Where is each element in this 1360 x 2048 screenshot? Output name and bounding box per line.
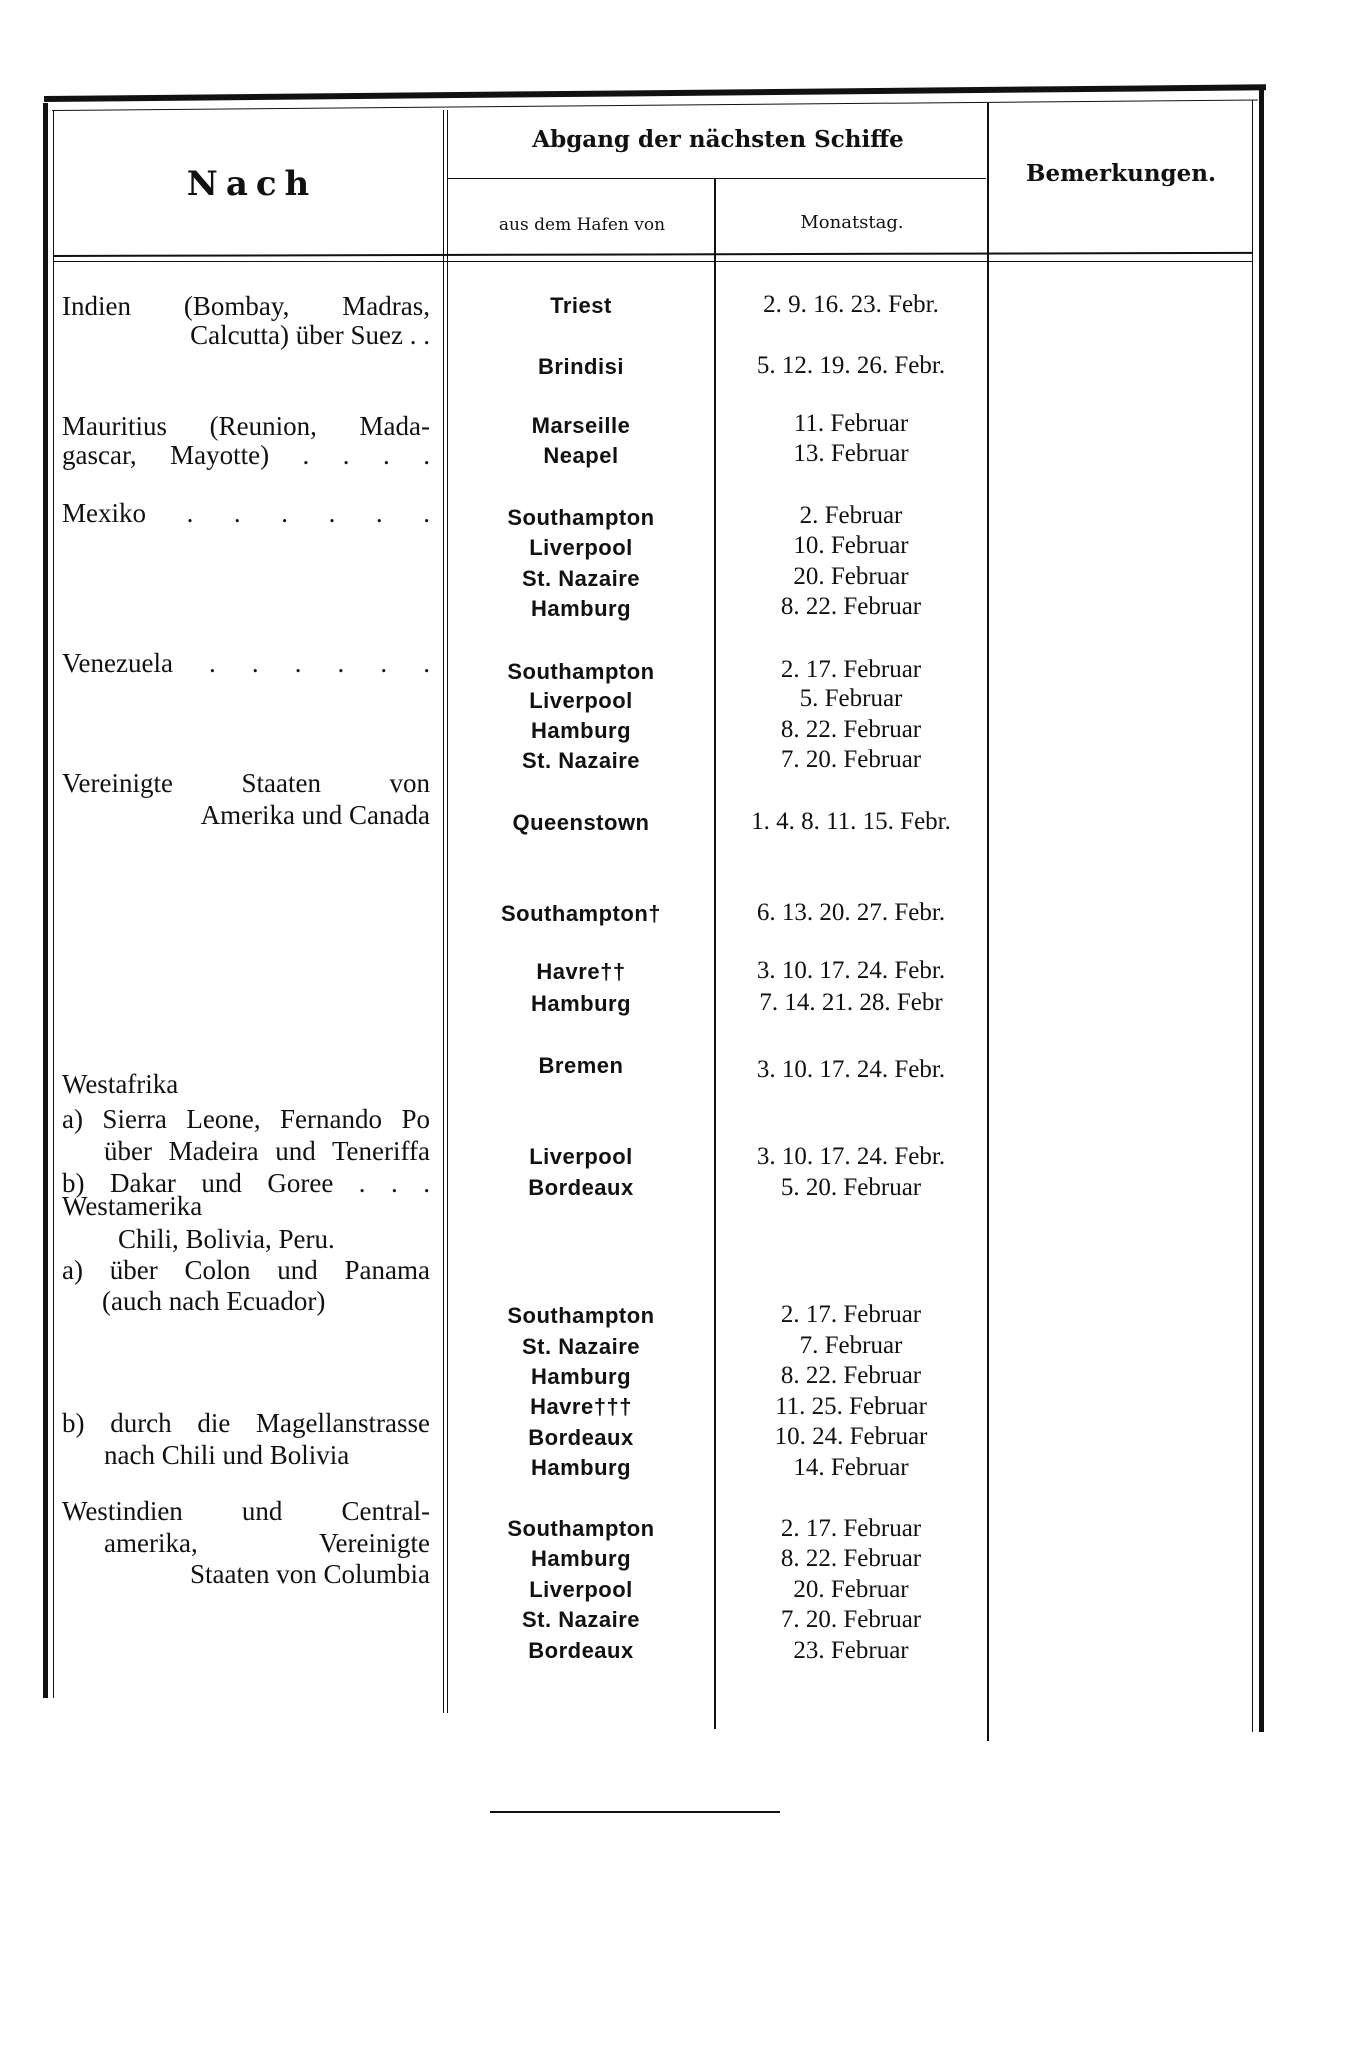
departure-days: 2. 17. Februar: [780, 656, 922, 683]
departure-days: 7. 20. Februar: [780, 1606, 922, 1633]
column-divider-destination-2: [447, 110, 448, 1713]
departure-days: 2. 17. Februar: [780, 1301, 922, 1328]
port-name: Liverpool: [529, 688, 633, 713]
departure-days: 3. 10. 17. 24. Febr.: [756, 1143, 946, 1170]
header-port-column: aus dem Hafen von: [498, 215, 666, 235]
port-name: Liverpool: [529, 535, 633, 560]
left-outer-border: [43, 103, 48, 1698]
departure-days: 13. Februar: [793, 440, 909, 467]
port-name: Hamburg: [530, 1455, 632, 1480]
port-name: St. Nazaire: [522, 1607, 640, 1632]
port-name: Southampton: [507, 1516, 655, 1541]
destination-line: Westafrika: [62, 1069, 179, 1099]
destination-line: Westamerika: [62, 1191, 203, 1221]
destination-line: Vereinigte Staaten von: [62, 768, 430, 798]
departure-days: 1. 4. 8. 11. 15. Febr.: [751, 808, 951, 835]
destination-line: nach Chili und Bolivia: [104, 1440, 350, 1470]
port-name: Hamburg: [530, 718, 632, 743]
right-inner-border: [1252, 100, 1253, 1732]
departure-days: 5. 12. 19. 26. Febr.: [756, 352, 946, 379]
departure-days: 11. 25. Februar: [775, 1393, 927, 1420]
departure-days: 10. 24. Februar: [774, 1423, 928, 1450]
column-divider-day: [987, 103, 989, 1741]
column-divider-destination: [443, 110, 444, 1713]
destination-line: a) über Colon und Panama: [62, 1255, 430, 1285]
header-bottom-rule-2: [53, 261, 1253, 262]
header-remarks-column: Bemerkungen.: [1026, 160, 1216, 187]
departure-days: 7. 14. 21. 28. Febr: [759, 989, 943, 1016]
port-name: Liverpool: [529, 1577, 633, 1602]
departure-days: 5. 20. Februar: [780, 1174, 922, 1201]
left-inner-border: [53, 110, 54, 1698]
header-destination: Nach: [186, 164, 318, 204]
destination-line: b) Dakar und Goree . . .: [62, 1168, 430, 1198]
departure-days: 11. Februar: [793, 410, 909, 437]
port-name: Hamburg: [530, 991, 632, 1016]
departure-days: 6. 13. 20. 27. Febr.: [756, 899, 946, 926]
destination-line: Indien (Bombay, Madras,: [62, 291, 430, 321]
port-name: Triest: [550, 293, 612, 318]
port-name: Bordeaux: [528, 1175, 634, 1200]
departure-days: 3. 10. 17. 24. Febr.: [756, 957, 946, 984]
departure-days: 23. Februar: [793, 1637, 909, 1664]
header-departure-group: Abgang der nächsten Schiffe: [532, 126, 904, 153]
destination-line: gascar, Mayotte) . . . .: [62, 440, 430, 470]
port-name: Havre††: [536, 959, 626, 984]
port-name: Bordeaux: [528, 1638, 634, 1663]
port-name: Marseille: [531, 413, 631, 438]
departure-days: 2. Februar: [799, 502, 903, 529]
port-name: Hamburg: [530, 596, 632, 621]
bottom-decorative-rule: [490, 1811, 780, 1813]
destination-line: Amerika und Canada: [200, 800, 430, 830]
top-inner-rule: [52, 99, 1258, 111]
destination-line: a) Sierra Leone, Fernando Po: [62, 1104, 430, 1134]
column-divider-port: [714, 178, 716, 1729]
departure-days: 5. Februar: [799, 685, 903, 712]
destination-line: Venezuela . . . . . .: [62, 648, 430, 678]
departure-days: 2. 9. 16. 23. Febr.: [763, 291, 939, 318]
header-day-column: Monatstag.: [800, 212, 904, 233]
departure-days: 7. 20. Februar: [780, 746, 922, 773]
port-name: Queenstown: [512, 810, 650, 835]
departure-days: 8. 22. Februar: [780, 1545, 922, 1572]
departure-days: 8. 22. Februar: [780, 593, 922, 620]
port-name: Neapel: [543, 443, 619, 468]
destination-line: Calcutta) über Suez . .: [190, 320, 430, 350]
port-name: Hamburg: [530, 1364, 632, 1389]
destination-line: b) durch die Magellanstrasse: [62, 1408, 430, 1438]
destination-line: (auch nach Ecuador): [102, 1286, 326, 1316]
destination-line: amerika, Vereinigte: [104, 1528, 430, 1558]
destination-line: Westindien und Central-: [62, 1496, 430, 1526]
port-name: Liverpool: [529, 1144, 633, 1169]
port-name: Havre†††: [530, 1394, 632, 1419]
port-name: St. Nazaire: [522, 566, 640, 591]
port-name: St. Nazaire: [522, 748, 640, 773]
port-name: Southampton: [507, 1303, 655, 1328]
destination-line: Mauritius (Reunion, Mada-: [62, 411, 430, 441]
port-name: Brindisi: [538, 354, 624, 379]
departure-days: 7. Februar: [799, 1332, 903, 1359]
right-outer-border: [1259, 90, 1264, 1732]
port-name: Southampton†: [501, 901, 661, 926]
port-name: Southampton: [507, 659, 655, 684]
destination-line: Mexiko . . . . . .: [62, 498, 430, 528]
departure-days: 20. Februar: [793, 1576, 909, 1603]
destination-line: Chili, Bolivia, Peru.: [118, 1224, 335, 1254]
departure-days: 3. 10. 17. 24. Febr.: [756, 1056, 946, 1083]
header-bottom-rule: [53, 252, 1253, 257]
port-name: Southampton: [507, 505, 655, 530]
departure-days: 10. Februar: [793, 532, 909, 559]
departure-days: 20. Februar: [793, 563, 909, 590]
departure-days: 14. Februar: [793, 1454, 909, 1481]
port-name: Bordeaux: [528, 1425, 634, 1450]
departure-days: 8. 22. Februar: [780, 1362, 922, 1389]
port-name: Hamburg: [530, 1546, 632, 1571]
destination-line: über Madeira und Teneriffa: [104, 1136, 430, 1166]
top-border-rule: [44, 84, 1266, 102]
destination-line: Staaten von Columbia: [190, 1559, 430, 1589]
departure-days: 8. 22. Februar: [780, 716, 922, 743]
departure-days: 2. 17. Februar: [780, 1515, 922, 1542]
port-name: St. Nazaire: [522, 1334, 640, 1359]
port-name: Bremen: [538, 1053, 624, 1078]
header-subdivider-rule: [448, 178, 986, 179]
